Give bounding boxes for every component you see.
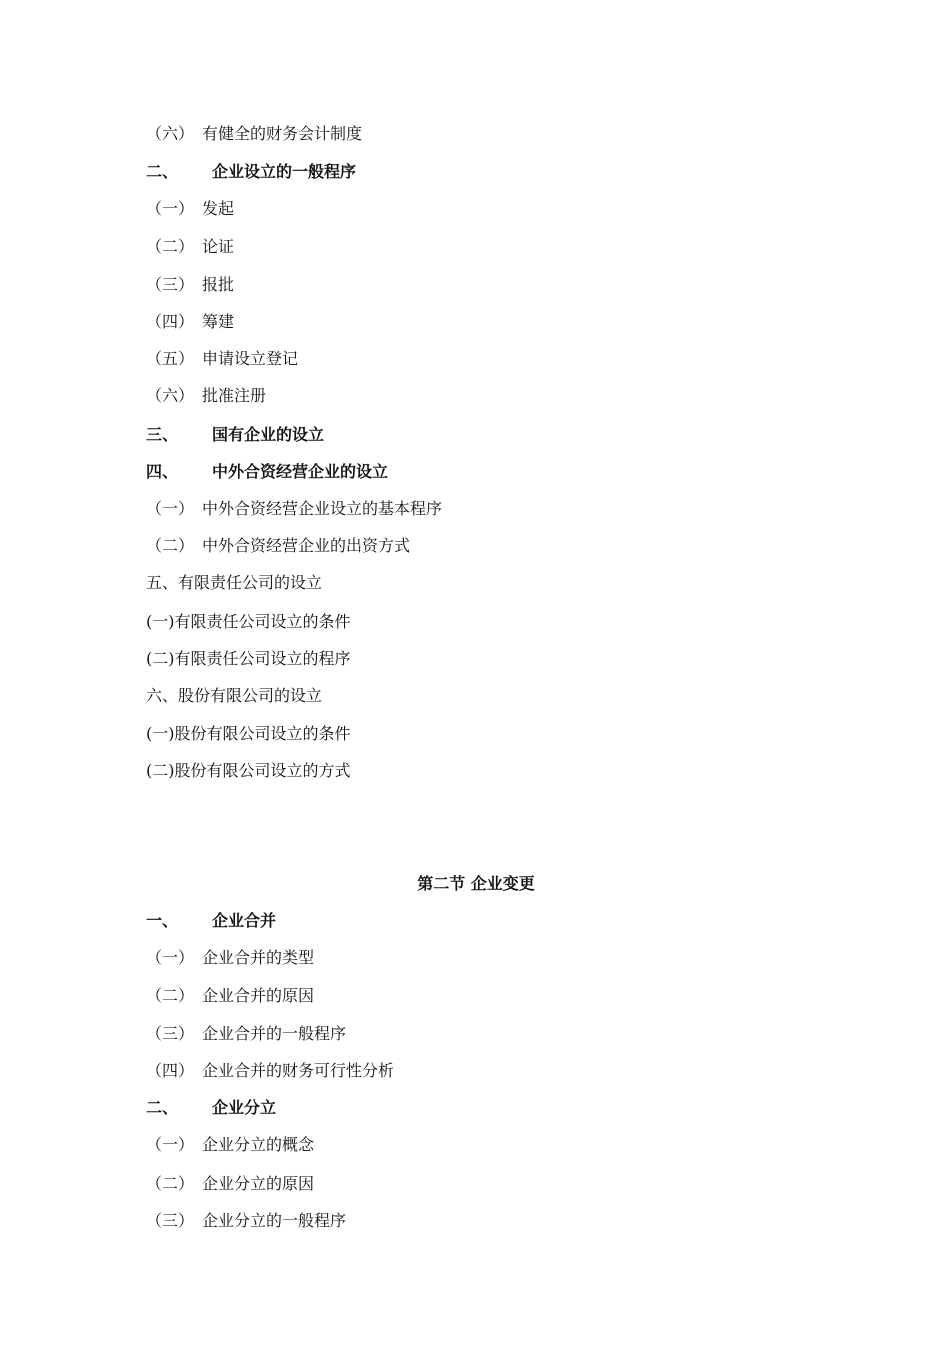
heading-number: 一、 xyxy=(146,911,179,930)
heading-text: 企业设立的一般程序 xyxy=(212,162,357,181)
list-item xyxy=(146,348,298,370)
item-number: （五） xyxy=(146,349,195,368)
list-item xyxy=(146,1210,346,1232)
item-text: 企业分立的原因 xyxy=(202,1174,315,1193)
section-heading xyxy=(146,461,388,483)
list-item xyxy=(146,236,234,258)
list-item: (一)股份有限公司设立的条件 xyxy=(146,724,351,743)
item-text: 企业分立的概念 xyxy=(202,1135,315,1154)
item-text: 企业合并的财务可行性分析 xyxy=(202,1061,395,1080)
list-item xyxy=(146,198,234,220)
item-text: 筹建 xyxy=(202,312,235,331)
list-item xyxy=(146,123,362,145)
section-title: 第二节 企业变更 xyxy=(417,874,535,893)
heading-text: 企业合并 xyxy=(212,911,277,930)
item-text: 企业合并的一般程序 xyxy=(202,1024,347,1043)
item-number: （二） xyxy=(146,1174,195,1193)
item-text: 企业合并的原因 xyxy=(202,986,315,1005)
heading-text: 国有企业的设立 xyxy=(212,425,325,444)
item-number: （六） xyxy=(146,386,195,405)
item-text: 有健全的财务会计制度 xyxy=(202,124,363,143)
list-item xyxy=(146,311,234,333)
list-item xyxy=(146,985,314,1007)
item-text: 企业合并的类型 xyxy=(202,948,315,967)
heading-text: 企业分立 xyxy=(212,1098,277,1117)
item-number: （三） xyxy=(146,275,195,294)
list-item xyxy=(146,1060,394,1082)
item-text: 批准注册 xyxy=(202,386,267,405)
item-text: 中外合资经营企业设立的基本程序 xyxy=(202,499,443,518)
item-text: 中外合资经营企业的出资方式 xyxy=(202,536,411,555)
item-number: （一） xyxy=(146,199,195,218)
item-text: 企业分立的一般程序 xyxy=(202,1211,347,1230)
heading-number: 二、 xyxy=(146,162,179,181)
section-heading xyxy=(146,161,356,183)
item-number: （三） xyxy=(146,1024,195,1043)
item-number: （四） xyxy=(146,1061,195,1080)
heading-number: 二、 xyxy=(146,1098,179,1117)
list-item: (二)股份有限公司设立的方式 xyxy=(146,761,351,780)
item-number: （二） xyxy=(146,237,195,256)
item-text: 报批 xyxy=(202,275,235,294)
item-number: （一） xyxy=(146,1135,195,1154)
heading-number: 四、 xyxy=(146,462,179,481)
item-number: （六） xyxy=(146,124,195,143)
item-number: （二） xyxy=(146,536,195,555)
list-item: 五、有限责任公司的设立 xyxy=(146,573,323,592)
list-item xyxy=(146,1173,314,1195)
item-number: （四） xyxy=(146,312,195,331)
item-text: 论证 xyxy=(202,237,235,256)
item-number: （一） xyxy=(146,948,195,967)
list-item xyxy=(146,535,410,557)
item-text: 申请设立登记 xyxy=(202,349,299,368)
heading-number: 三、 xyxy=(146,425,179,444)
list-item xyxy=(146,498,442,520)
list-item xyxy=(146,1134,314,1156)
section-heading xyxy=(146,1097,276,1119)
item-number: （二） xyxy=(146,986,195,1005)
list-item: 六、股份有限公司的设立 xyxy=(146,686,323,705)
section-heading xyxy=(146,424,324,446)
item-text: 发起 xyxy=(202,199,235,218)
list-item xyxy=(146,274,234,296)
item-number: （一） xyxy=(146,499,195,518)
list-item xyxy=(146,385,266,407)
list-item xyxy=(146,1023,346,1045)
heading-text: 中外合资经营企业的设立 xyxy=(212,462,389,481)
list-item: (二)有限责任公司设立的程序 xyxy=(146,649,351,668)
list-item: (一)有限责任公司设立的条件 xyxy=(146,612,351,631)
item-number: （三） xyxy=(146,1211,195,1230)
section-heading xyxy=(146,910,276,932)
list-item xyxy=(146,947,314,969)
